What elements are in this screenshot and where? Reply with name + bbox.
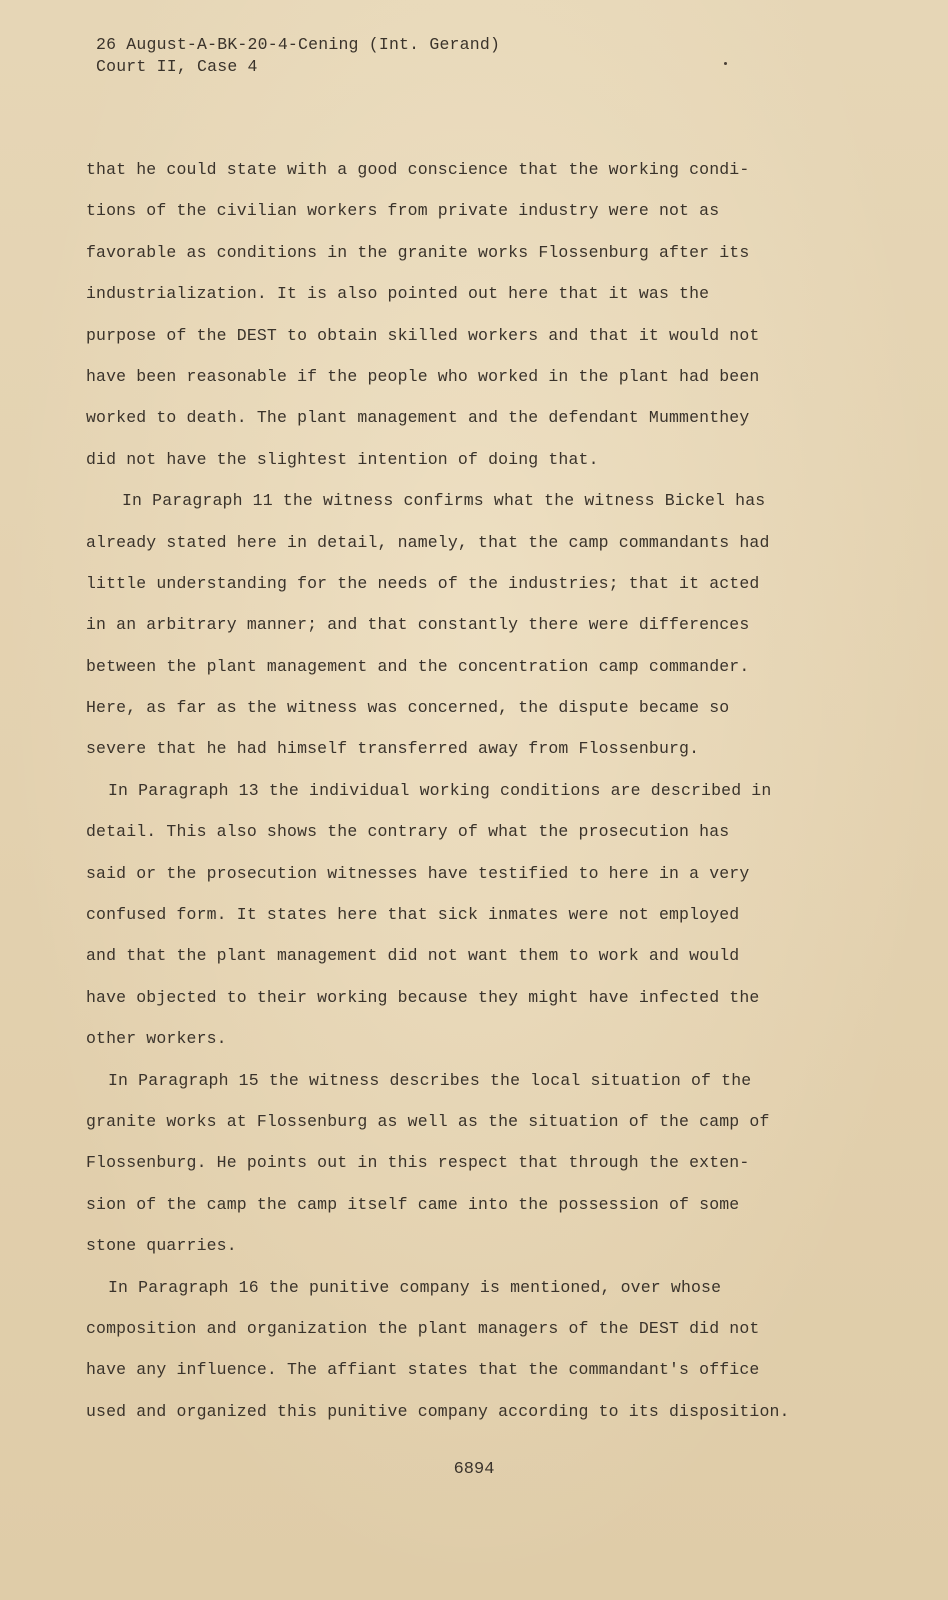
- page-number: 6894: [453, 1460, 495, 1479]
- body-line: detail. This also shows the contrary of what the prosecution has: [86, 822, 730, 842]
- body-line: purpose of the DEST to obtain skilled workers and that it would not: [86, 325, 760, 345]
- paragraph-start-line: In Paragraph 13 the individual working conditions are described in: [108, 780, 772, 800]
- body-line: that he could state with a good conscience that the working condi-: [86, 160, 750, 179]
- body-line: sion of the camp the camp itself came into the possession of some: [86, 1194, 740, 1214]
- body-line: in an arbitrary manner; and that constantly there were differences: [86, 615, 750, 635]
- body-line: and that the plant management did not want them to work and would: [86, 946, 740, 966]
- paragraph-start-line: In Paragraph 15 the witness describes the local situation of the: [108, 1070, 752, 1090]
- body-line: did not have the slightest intention of doing that.: [86, 449, 599, 469]
- body-line: little understanding for the needs of the industries; that it acted: [86, 573, 760, 593]
- body-line: Flossenburg. He points out in this respect that through the exten-: [86, 1153, 750, 1173]
- body-line: composition and organization the plant managers of the DEST did not: [86, 1318, 760, 1338]
- body-line: used and organized this punitive company according to its disposition.: [86, 1401, 790, 1421]
- body-line: tions of the civilian workers from private industry were not as: [86, 201, 720, 221]
- body-line: other workers.: [86, 1029, 227, 1049]
- header-court-line: Court II, Case 4: [96, 57, 258, 76]
- body-line: favorable as conditions in the granite works Flossenburg after its: [86, 242, 750, 262]
- body-line: confused form. It states here that sick inmates were not employed: [86, 905, 740, 925]
- paragraph-start-line: In Paragraph 16 the punitive company is mentioned, over whose: [108, 1277, 722, 1297]
- document-header: [96, 34, 500, 78]
- body-line: between the plant management and the concentration camp commander.: [86, 656, 750, 676]
- body-line: already stated here in detail, namely, that the camp commandants had: [86, 532, 770, 552]
- body-line: have been reasonable if the people who worked in the plant had been: [86, 366, 760, 386]
- document-body: [86, 158, 806, 1441]
- body-line: have objected to their working because they might have infected the: [86, 987, 760, 1007]
- body-line: stone quarries.: [86, 1236, 237, 1256]
- paragraph-start-line: In Paragraph 11 the witness confirms what the witness Bickel has: [122, 491, 766, 511]
- body-line: said or the prosecution witnesses have testified to here in a very: [86, 863, 750, 883]
- body-line: have any influence. The affiant states that the commandant's office: [86, 1360, 760, 1380]
- body-line: Here, as far as the witness was concerned, the dispute became so: [86, 698, 730, 718]
- ink-dot-mark: [724, 62, 727, 65]
- body-line: worked to death. The plant management and the defendant Mummenthey: [86, 408, 750, 428]
- body-line: severe that he had himself transferred away from Flossenburg.: [86, 739, 700, 759]
- header-reference-line: 26 August-A-BK-20-4-Cening (Int. Gerand): [96, 35, 501, 54]
- body-line: granite works at Flossenburg as well as the situation of the camp of: [86, 1111, 770, 1131]
- body-line: industrialization. It is also pointed out here that it was the: [86, 284, 710, 304]
